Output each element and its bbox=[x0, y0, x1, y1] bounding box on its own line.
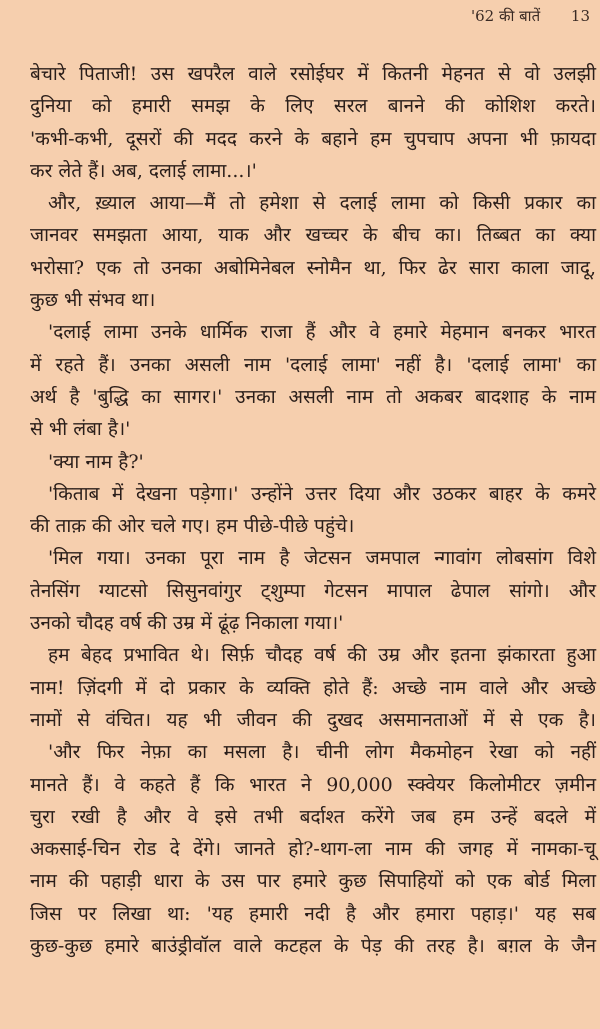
chapter-title: '62 की बातें bbox=[470, 7, 541, 25]
text-line: हम बेहद प्रभावित थे। सिर्फ़ चौदह वर्ष की उम्र और इतना झंकारता हुआ bbox=[48, 644, 596, 667]
text-line: भरोसा? एक तो उनका अबोमिनेबल स्नोमैन था, फिर ढेर सारा काला जादू, bbox=[30, 256, 596, 279]
text-line: 'और फिर नेफ़ा का मसला है। चीनी लोग मैकमोहन रेखा को नहीं bbox=[48, 741, 596, 764]
text-line: उनको चौदह वर्ष की उम्र में ढूंढ़ निकाला गया।' bbox=[30, 612, 344, 635]
text-line: और, ख़्याल आया—मैं तो हमेशा से दलाई लामा को किसी प्रकार का bbox=[48, 192, 596, 215]
text-line: 'किताब में देखना पड़ेगा।' उन्होंने उत्तर दिया और उठकर बाहर के कमरे bbox=[48, 482, 596, 505]
text-line: की ताक़ की ओर चले गए। हम पीछे-पीछे पहुंचे। bbox=[30, 515, 355, 538]
text-line: बेचारे पिताजी! उस खपरैल वाले रसोईघर में कितनी मेहनत से वो उलझी bbox=[30, 63, 596, 85]
text-line: अकसाई-चिन रोड दे देंगे। जानते हो?-थाग-ला नाम की जगह में नामका-चू bbox=[30, 838, 596, 861]
text-line: में रहते हैं। उनका असली नाम 'दलाई लामा' नहीं है। 'दलाई लामा' का bbox=[30, 353, 596, 376]
text-line: 'मिल गया। उनका पूरा नाम है जेटसन जमपाल न्गावांग लोबसांग विशे bbox=[48, 547, 596, 570]
text-line: 'कभी-कभी, दूसरों की मदद करने के बहाने हम चुपचाप अपना भी फ़ायदा bbox=[30, 127, 596, 150]
page-number: 13 bbox=[570, 7, 590, 25]
text-line: जिस पर लिखा था: 'यह हमारी नदी है और हमारा पहाड़।' यह सब bbox=[30, 902, 596, 925]
text-line: नामों से वंचित। यह भी जीवन की दुखद असमानताओं में से एक है। bbox=[30, 708, 596, 731]
text-line: चुरा रखी है और वे इसे तभी बर्दाश्त करेंगे जब हम उन्हें बदले में bbox=[30, 805, 596, 828]
text-line: मानते हैं। वे कहते हैं कि भारत ने 90,000 स्क्वेयर किलोमीटर ज़मीन bbox=[30, 773, 596, 796]
text-line: कुछ-कुछ हमारे बाउंड्रीवॉल वाले कटहल के पेड़ की तरह है। बग़ल के जैन bbox=[30, 935, 596, 958]
text-line: नाम की पहाड़ी धारा के उस पार हमारे कुछ सिपाहियों को एक बोर्ड मिला bbox=[30, 870, 596, 893]
text-line: दुनिया को हमारी समझ के लिए सरल बानने की कोशिश करते। bbox=[30, 95, 596, 118]
text-line: नाम! ज़िंदगी में दो प्रकार के व्यक्ति होते हैं: अच्छे नाम वाले और अच्छे bbox=[30, 676, 596, 699]
text-line: अर्थ है 'बुद्धि का सागर।' उनका असली नाम तो अकबर बादशाह के नाम bbox=[30, 385, 596, 408]
text-line: कुछ भी संभव था। bbox=[30, 289, 156, 312]
text-line: कर लेते हैं। अब, दलाई लामा...।' bbox=[30, 159, 257, 182]
body-text bbox=[30, 58, 596, 962]
text-line: जानवर समझता आया, याक और खच्चर के बीच का। तिब्बत का क्या bbox=[30, 224, 596, 247]
text-line: तेनसिंग ग्याटसो सिसुनवांगुर ट्शुम्पा गेटसन मापाल ढेपाल सांगो। और bbox=[30, 579, 596, 602]
text-line: 'क्या नाम है?' bbox=[48, 450, 144, 473]
running-header bbox=[471, 6, 590, 26]
text-line: से भी लंबा है।' bbox=[30, 418, 131, 441]
text-line: 'दलाई लामा उनके धार्मिक राजा हैं और वे हमारे मेहमान बनकर भारत bbox=[48, 321, 596, 344]
